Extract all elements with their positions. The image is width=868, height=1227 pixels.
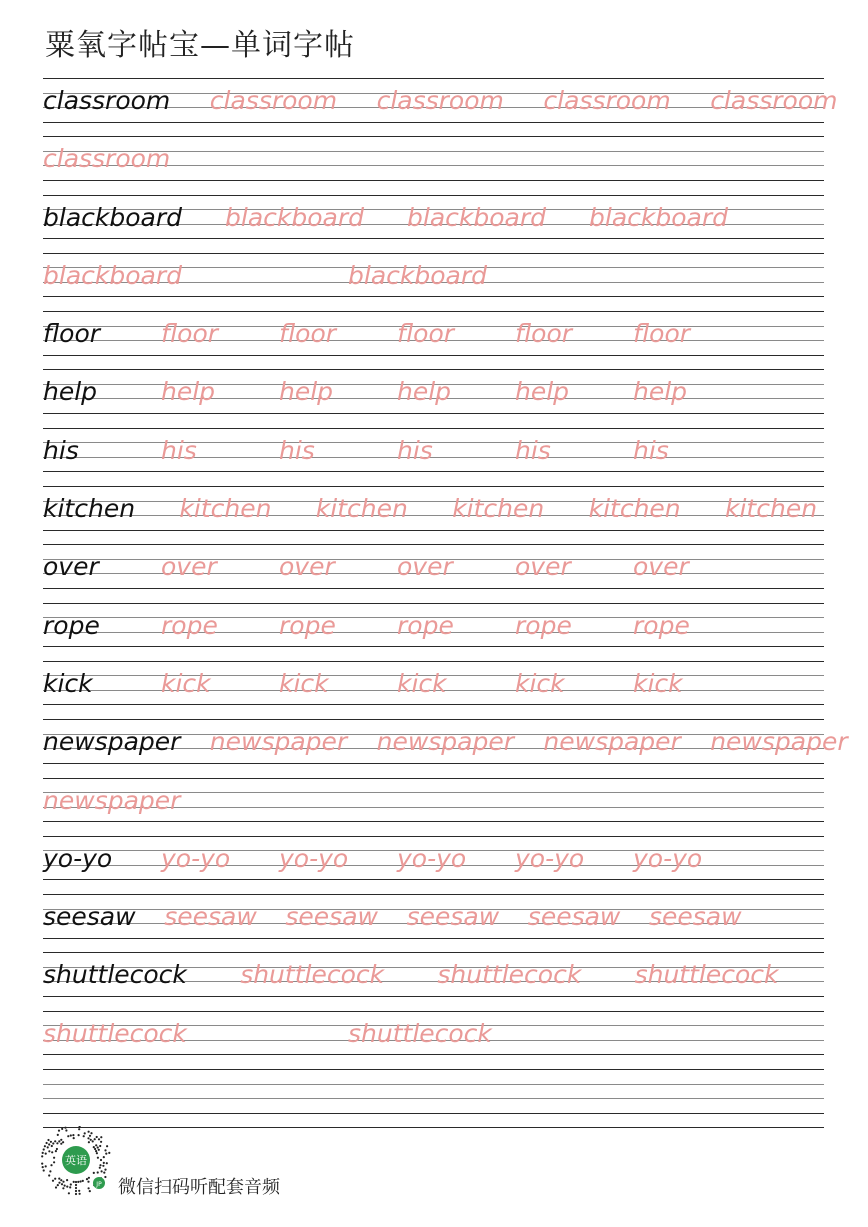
model-word: rope — [43, 610, 100, 640]
writing-row — [43, 661, 824, 719]
trace-word: newspaper — [543, 727, 681, 757]
guide-line — [43, 486, 824, 487]
guide-line — [43, 296, 824, 297]
guide-line — [43, 938, 824, 939]
trace-word: newspaper — [710, 727, 848, 757]
writing-row — [43, 428, 824, 486]
trace-word: his — [397, 435, 433, 465]
guide-line — [43, 471, 824, 472]
trace-word: over — [161, 552, 217, 582]
trace-word: floor — [397, 319, 455, 349]
trace-word: shuttlecock — [437, 960, 582, 990]
trace-word: help — [161, 377, 216, 407]
guide-line — [43, 719, 824, 720]
model-word: newspaper — [43, 727, 181, 757]
writing-row — [43, 603, 824, 661]
guide-line — [43, 530, 824, 531]
writing-row — [43, 894, 824, 952]
writing-row — [43, 253, 824, 311]
writing-row — [43, 778, 824, 836]
model-word: blackboard — [43, 202, 182, 232]
model-word: shuttlecock — [43, 960, 187, 990]
writing-row — [43, 486, 824, 544]
writing-row — [43, 836, 824, 894]
guide-line — [43, 763, 824, 764]
trace-word: his — [633, 435, 669, 465]
guide-line — [43, 778, 824, 779]
writing-row — [43, 78, 838, 136]
guide-line — [43, 879, 824, 880]
guide-line — [43, 238, 824, 239]
trace-word: help — [515, 377, 570, 407]
trace-word: yo-yo — [633, 843, 703, 873]
guide-line — [43, 836, 824, 837]
trace-word: classroom — [43, 144, 171, 174]
trace-word: kick — [515, 668, 565, 698]
guide-line — [43, 996, 824, 997]
qr-corner-text: JP — [96, 1181, 102, 1188]
model-word: kitchen — [43, 494, 136, 524]
trace-word: rope — [515, 610, 572, 640]
trace-word: seesaw — [164, 902, 257, 932]
trace-word: kitchen — [452, 494, 545, 524]
trace-word: classroom — [543, 86, 671, 115]
trace-word: shuttlecock — [348, 1018, 492, 1048]
trace-word: floor — [515, 319, 573, 349]
trace-word: yo-yo — [279, 843, 349, 873]
guide-line — [43, 355, 824, 356]
trace-word: yo-yo — [397, 843, 467, 873]
guide-line — [43, 821, 824, 822]
writing-row — [43, 952, 824, 1010]
trace-word: over — [397, 552, 453, 582]
guide-line — [43, 195, 824, 196]
guide-line — [43, 122, 824, 123]
trace-word: his — [161, 435, 197, 465]
page-title: 粟氧字帖宝—单词字帖 — [45, 28, 355, 63]
footer — [40, 1126, 340, 1201]
trace-word: rope — [633, 610, 690, 640]
trace-word: rope — [279, 610, 336, 640]
trace-word: classroom — [209, 86, 338, 115]
trace-word: seesaw — [406, 902, 500, 932]
trace-word: blackboard — [43, 260, 182, 290]
trace-word: seesaw — [527, 902, 621, 932]
trace-word: blackboard — [589, 202, 728, 232]
guide-line — [43, 1113, 824, 1114]
model-word: yo-yo — [43, 843, 113, 873]
model-word: seesaw — [43, 902, 136, 932]
guide-line — [43, 180, 824, 181]
trace-word: his — [279, 435, 315, 465]
trace-word: kick — [279, 668, 329, 698]
trace-word: blackboard — [348, 260, 487, 290]
trace-word: help — [279, 377, 334, 407]
model-word: classroom — [43, 86, 171, 115]
trace-word: shuttlecock — [240, 960, 385, 990]
trace-word: floor — [633, 319, 691, 349]
trace-word: newspaper — [209, 727, 348, 757]
guide-line — [43, 894, 824, 895]
trace-word: help — [397, 377, 452, 407]
qr-code-icon — [40, 1126, 112, 1198]
guide-line — [43, 1069, 824, 1070]
trace-word: shuttlecock — [43, 1018, 187, 1048]
trace-word: kitchen — [725, 494, 818, 524]
writing-row — [43, 311, 824, 369]
trace-word: kick — [397, 668, 447, 698]
guide-line — [43, 646, 824, 647]
writing-row — [43, 369, 824, 427]
trace-word: help — [633, 377, 688, 407]
trace-word: over — [279, 552, 335, 582]
footer-caption: 微信扫码听配套音频 — [118, 1177, 280, 1198]
worksheet-lines — [43, 78, 848, 1128]
trace-word: floor — [279, 319, 337, 349]
guide-line — [43, 428, 824, 429]
trace-word: seesaw — [285, 902, 378, 932]
writing-row — [43, 544, 824, 602]
guide-line — [43, 369, 824, 370]
qr-badge-text: 英语 — [65, 1154, 87, 1167]
model-word: floor — [43, 319, 101, 349]
model-word: his — [43, 435, 79, 465]
trace-word: his — [515, 435, 551, 465]
trace-word: shuttlecock — [634, 960, 779, 990]
guide-line — [43, 952, 824, 953]
guide-line — [43, 544, 824, 545]
trace-word: blackboard — [407, 202, 546, 232]
trace-word: yo-yo — [515, 843, 585, 873]
model-word: over — [43, 552, 99, 582]
trace-word: newspaper — [43, 785, 181, 815]
writing-row — [43, 195, 824, 253]
writing-row — [43, 1011, 824, 1069]
trace-word: kitchen — [588, 494, 681, 524]
trace-word: classroom — [710, 86, 838, 115]
trace-word: newspaper — [376, 727, 515, 757]
trace-word: seesaw — [649, 902, 742, 932]
trace-word: kitchen — [315, 494, 408, 524]
trace-word: kick — [633, 668, 683, 698]
trace-word: yo-yo — [161, 843, 231, 873]
guide-line — [43, 661, 824, 662]
trace-word: blackboard — [225, 202, 364, 232]
guide-line — [43, 603, 824, 604]
guide-line — [43, 1054, 824, 1055]
writing-row — [43, 1069, 824, 1127]
model-word: help — [43, 377, 98, 407]
trace-word: over — [633, 552, 689, 582]
guide-line — [43, 78, 824, 79]
trace-word: floor — [161, 319, 219, 349]
guide-line — [43, 588, 824, 589]
trace-word: rope — [161, 610, 218, 640]
trace-word: classroom — [376, 86, 504, 115]
guide-line — [43, 413, 824, 414]
trace-word: kick — [161, 668, 211, 698]
model-word: kick — [43, 668, 93, 698]
trace-word: over — [515, 552, 571, 582]
writing-row — [43, 136, 824, 194]
guide-line — [43, 704, 824, 705]
guide-line — [43, 136, 824, 137]
writing-row — [43, 719, 848, 777]
guide-line — [43, 253, 824, 254]
guide-line — [43, 1011, 824, 1012]
guide-line — [43, 311, 824, 312]
trace-word: kitchen — [179, 494, 272, 524]
trace-word: rope — [397, 610, 454, 640]
